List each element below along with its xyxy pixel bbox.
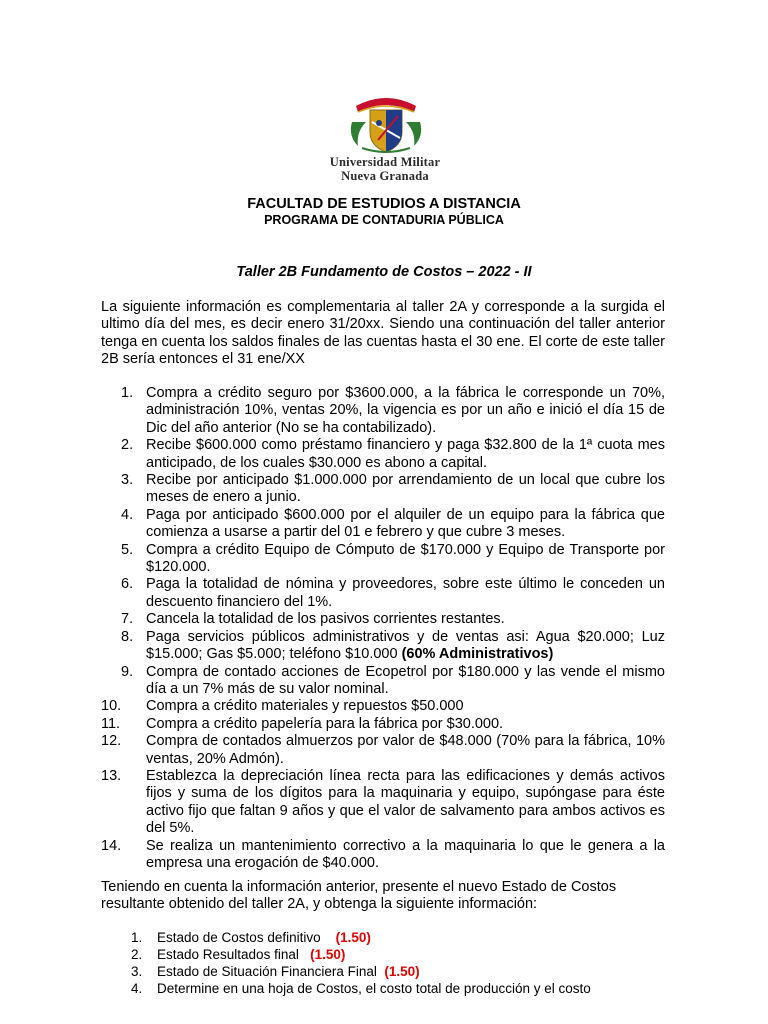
tasks-list [101,929,665,997]
list-item [101,472,665,507]
item-number: 6. [121,576,134,593]
item-text: Cancela la totalidad de los pasivos corrientes restantes. [146,611,505,628]
item-number: 13. [101,767,122,784]
task-number: 3. [131,964,143,979]
item-number: 2. [121,437,134,454]
item-text: Se realiza un mantenimiento correctivo a la maquinaria lo que le genera a la empresa una erogación de $40.000. [146,837,665,871]
task-text: Estado Resultados final [157,947,299,962]
item-text: Compra a crédito materiales y repuestos $50.000 [146,698,464,715]
item-text: Paga por anticipado $600.000 por el alquiler de un equipo para la fábrica que comienza a usarse a partir del 01 e febrero y que cubre 3 meses. [146,506,665,541]
item-number: 12. [101,733,122,750]
list-item [101,437,665,472]
task-number: 2. [131,947,143,962]
item-number: 1. [121,385,134,401]
list-item [101,507,665,542]
task-item [101,963,665,980]
item-text: Compra a crédito seguro por $3600.000, a la fábrica le corresponde un 70%, administración 10%, ventas 20%, la vigencia es por un año e inició el día 15 de Dic del año anterior (No se ha contabilizado). [146,385,665,436]
university-name [310,155,460,183]
item-bold-note: (60% Administrativos) [401,646,554,663]
item-text: Recibe $600.000 como préstamo financiero y paga $32.800 de la 1ª cuota mes anticipado, de los cuales $30.000 es abono a capital. [146,437,665,471]
list-item [101,664,665,699]
item-number: 10. [101,698,122,715]
list-item [101,542,665,577]
item-text: Compra a crédito Equipo de Cómputo de $170.000 y Equipo de Transporte por $120.000. [146,541,665,576]
item-number: 9. [121,663,134,680]
task-text: Estado de Situación Financiera Final [157,964,377,979]
task-number: 4. [131,981,143,996]
item-number: 4. [121,506,134,523]
faculty-heading: FACULTAD DE ESTUDIOS A DISTANCIA [247,196,521,212]
list-item [101,716,665,733]
item-number: 5. [121,541,134,558]
outro-paragraph: Teniendo en cuenta la información anterior, presente el nuevo Estado de Costos resultante obtenido del taller 2A, y obtenga la siguiente información: [101,879,617,913]
task-text: Estado de Costos definitivo [157,930,321,945]
task-text: Determine en una hoja de Costos, el costo total de producción y el costo [157,981,591,996]
task-item [101,929,665,946]
item-text: Compra de contado acciones de Ecopetrol por $180.000 y las vende el mismo día a un 7% más de su valor nominal. [146,663,665,697]
item-number: 11. [101,715,121,732]
list-item [101,611,665,628]
list-item [101,629,665,664]
intro-paragraph: La siguiente información es complementaria al taller 2A y corresponde a la surgida el ultimo día del mes, es decir enero 31/20xx. Siendo una continuación del taller anterior tenga en cuenta los saldos finales de las cuentas hasta el 30 ene. El corte de este taller 2B sería entonces el 31 ene/XX [101,299,665,368]
document-title: Taller 2B Fundamento de Costos – 2022 - II [236,264,532,280]
list-item [101,838,665,873]
list-item [101,768,665,838]
item-number: 3. [121,472,134,489]
program-heading: PROGRAMA DE CONTADURIA PÚBLICA [264,213,504,227]
university-logo [348,92,424,154]
item-text: Paga la totalidad de nómina y proveedores, sobre este último le conceden un descuento financiero del 1%. [146,576,665,610]
task-points: (1.50) [384,964,420,979]
task-points: (1.50) [335,930,371,945]
university-name-line1: Universidad Militar [329,155,441,169]
item-text: Paga servicios públicos administrativos y de ventas asi: Agua $20.000; Luz $15.000; Gas $5.000; teléfono $10.000 [146,628,665,663]
task-item [101,946,665,963]
list-item [101,576,665,611]
list-item [101,733,665,768]
transactions-list [101,385,665,872]
item-text: Compra de contados almuerzos por valor de $48.000 (70% para la fábrica, 10% ventas, 20% Admón). [146,733,665,767]
item-number: 7. [121,611,134,628]
list-item [101,698,665,715]
item-text: Compra a crédito papelería para la fábrica por $30.000. [146,715,504,732]
task-points: (1.50) [310,947,346,962]
item-number: 8. [121,628,134,645]
item-text: Recibe por anticipado $1.000.000 por arrendamiento de un local que cubre los meses de enero a junio. [146,472,665,506]
item-text: Establezca la depreciación línea recta para las edificaciones y demás activos fijos y suma de los dígitos para la maquinaria y equipo, supóngase para éste activo fijo que faltan 9 años y que el valor de salvamento para ambos activos es del 5%. [146,767,665,837]
task-item [101,980,665,997]
item-number: 14. [101,837,122,854]
list-item [101,385,665,437]
university-name-line2: Nueva Granada [341,169,429,183]
task-number: 1. [131,930,143,945]
